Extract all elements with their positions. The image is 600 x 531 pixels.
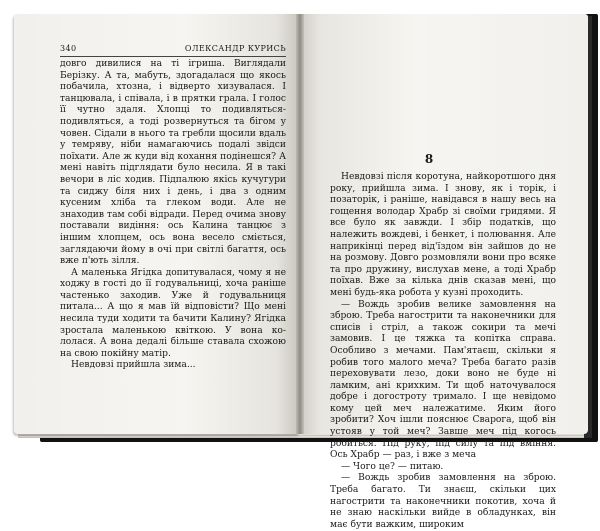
page-number: 340 <box>60 44 77 53</box>
book-gutter <box>296 14 304 434</box>
right-page-text <box>330 172 556 530</box>
paragraph: — Вождь зробив замовлення на зброю. Треба багато. Ти знаєш, скільки цих нагострити та наконечники покотив, хоча й не знаю наскільки вийде в обладунках, він має бути важким, широким <box>330 473 556 530</box>
chapter-number: 8 <box>424 152 434 166</box>
header-rule <box>60 56 286 57</box>
paragraph: — Чого це? — питаю. <box>341 461 444 472</box>
paragraph: Невдовзі після коротуна, найкоротшого дня року, прийшла зима. І знову, як і торік, і позаторік, і раніше, навідався в нашу весь на гощення володар Храбр зі своїми гридями. Я все було як завжди. І збір податків, що належить вождеві, і бенкет, і полювання. Але наприкінці перед від'їздом він зайшов до не на розмову. Довго розмовляли вони про всяке та про дружину, вислухав мене, а тоді Храбр поїхав. Вже за кілька днів сказав мені, що мені будь-яка робота у кузні проходить. <box>330 172 556 298</box>
paragraph: — Вождь зробив велике замовлення на зброю. Треба нагострити та наконечники для списів і стріл, а також сокири та мечі замовив. І це тяжка та копітка справа. Особливо з мечами. Пам'ятаєш, скільки я робив того малого меча? Треба багато разів переховувати лезо, доки воно не буде ні ламким, ані крихким. Ти щоб наточувалося добре і догостроту тримало. І ще невідомо кому цей меч належатиме. Яким його зробити? Хоч ішли пояснює Сварога, щоб він устояв у той меч? Завше меч під когось робиться. Під руку, під силу та під вміння. Ось Храбр — раз, і вже з меча <box>330 299 556 461</box>
left-page-text <box>60 59 286 372</box>
paragraph: довго дивилися на ті ігриша. Виглядали Берізку. А та, мабуть, здогадалася що якось побачила, хтозна, і відверто хизувалася. І танцювала, і співала, і в прятки грала. І голос її чутно здаля. Хлопці то подивляться-подивляться, а тоді розвернуться та бігом у човен. Сідали в нього та гребли щосили вдаль у темряву, ніби намагаючись подалі звідси поїхати. Але ж куди від кохання подінешся? А мені навіть підглядати було несила. Я в такі вечори в ліс ходив. Підпалюю якісь кучугури та сиджу біля них і день, і два з одним кусеним хліба та глеком води. Але не знаходив там собі відради. Перед очима знову поставали видіння: ось Калина танцює з іншим хлопцем, ось вона весело сміється, заглядаючи йому в очі при світлі багаття, ось вже п'ють зілля. <box>60 59 286 267</box>
paragraph: Невдовзі прийшла зима... <box>71 360 196 371</box>
running-head <box>60 44 286 55</box>
paragraph: А маленька Ягідка допитувалася, чому я не ходжу в гості до її годувальниці, хоча раніше частенько заходив. Уже й годувальниця питала... А що я мав їй відповісти? Що мені несила туди ходити та бачити Калину? Ягідка зростала маленькою квіткою. У вона кололася. А вона дедалі більше ставала схожою на свою покійну матір. <box>60 267 286 359</box>
author-name: ОЛЕКСАНДР КУРИСЬ <box>184 44 286 53</box>
